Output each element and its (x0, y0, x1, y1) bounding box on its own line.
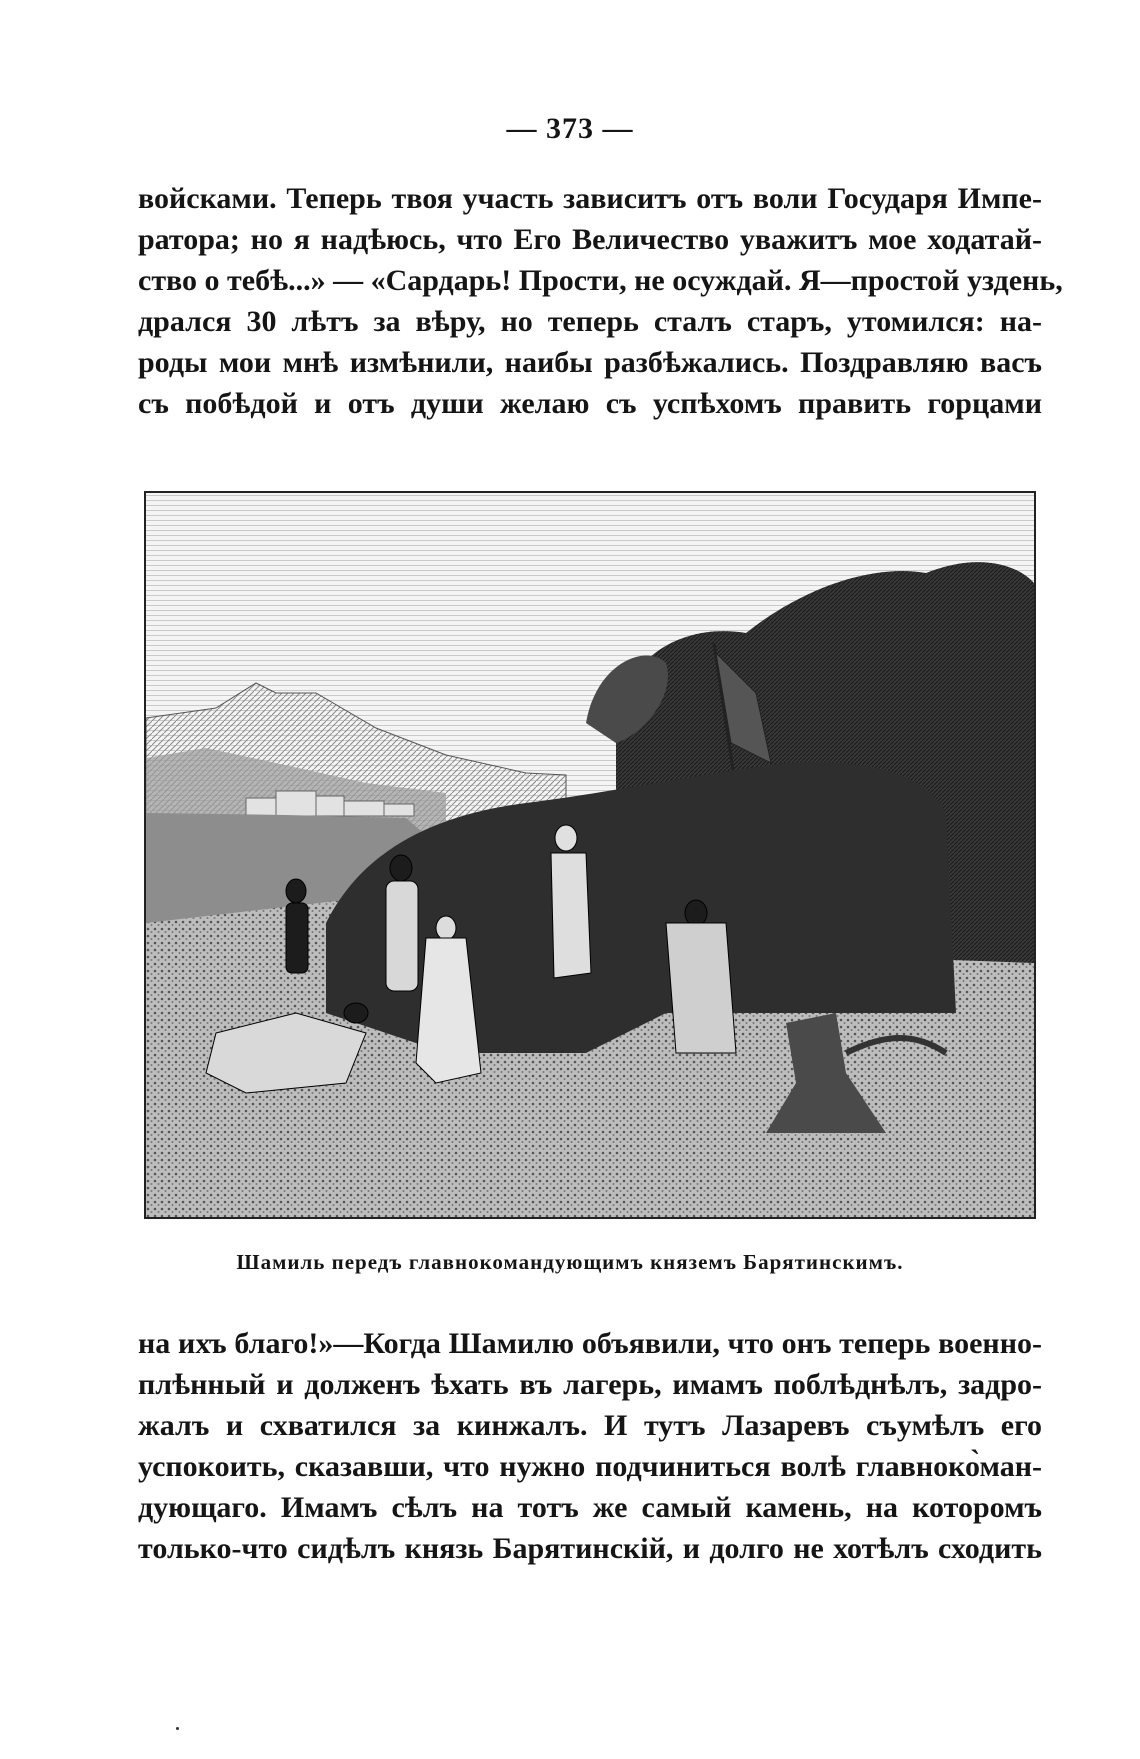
text-line: ство о тебѣ...» — «Сардарь! Прости, не осуждай. Я—простой уздень, (138, 264, 1063, 297)
text-line: войсками. Теперь твоя участь зависитъ отъ воли Государя Импе- (138, 182, 1042, 215)
text-line: ратора; но я надѣюсь, что Его Величество уважитъ мое ходатай- (138, 223, 1042, 256)
text-line: на ихъ благо!»—Когда Шамилю объявили, что онъ теперь военно- (138, 1327, 1042, 1360)
text-line: только-что сидѣлъ князь Барятинскій, и долго не хотѣлъ сходить (138, 1532, 1042, 1565)
page-number: — 373 — (506, 112, 634, 145)
engraving-illustration (144, 491, 1036, 1219)
text-line: съ побѣдой и отъ души желаю съ успѣхомъ править горцами (138, 387, 1042, 420)
illustration-caption: Шамиль передъ главнокомандующимъ княземъ Барятинскимъ. (236, 1250, 904, 1274)
text-line: жалъ и схватился за кинжалъ. И тутъ Лазаревъ съумѣлъ его (138, 1409, 1042, 1442)
text-line: успокоить, сказавши, что нужно подчиниться волѣ главноко̀ман- (138, 1450, 1042, 1483)
text-line: плѣнный и долженъ ѣхать въ лагерь, имамъ поблѣднѣлъ, задро- (138, 1368, 1042, 1401)
top-paragraph (138, 178, 1063, 424)
scan-speck (176, 1727, 179, 1730)
text-line: дующаго. Имамъ сѣлъ на тотъ же самый камень, на которомъ (138, 1491, 1042, 1524)
bottom-paragraph (138, 1323, 1042, 1569)
text-line: роды мои мнѣ измѣнили, наибы разбѣжались. Поздравляю васъ (138, 346, 1042, 379)
text-line: дрался 30 лѣтъ за вѣру, но теперь сталъ старъ, утомился: на- (138, 305, 1042, 338)
